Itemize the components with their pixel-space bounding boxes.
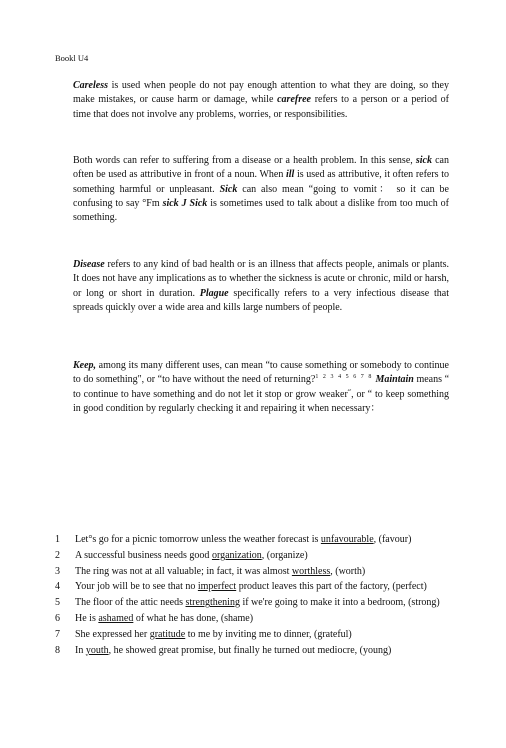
term-ill: ill bbox=[285, 169, 295, 181]
answer-word: unfavourable bbox=[320, 534, 374, 545]
term-careless: Careless bbox=[73, 80, 108, 91]
list-item: 6 He is ashamed of what he has done, (shame) bbox=[55, 612, 254, 624]
term-sick-3: sick J Sick bbox=[162, 197, 208, 209]
term-keep: Keep, bbox=[73, 360, 97, 371]
list-item: 4 Your job will be to see that no imperfect product leaves this part of the factory, (perfect) bbox=[55, 581, 427, 593]
answer-word: worthless bbox=[291, 565, 331, 577]
term-maintain: Maintain bbox=[375, 374, 414, 386]
exercise-list bbox=[55, 532, 455, 658]
page-header: Bookl U4 bbox=[55, 53, 89, 63]
answer-word: gratitude bbox=[149, 628, 186, 640]
paragraph-careless-carefree: Careless is used when people do not pay enough attention to what they are doing, so they make mistakes, or cause harm or damage, while carefree refers to a person or a period of time that does not involve any problems, worries, or responsibilities. bbox=[73, 80, 449, 120]
list-item: 2 A successful business needs good organization, (organize) bbox=[55, 549, 308, 561]
paragraph-sick-ill: Both words can refer to suffering from a disease or a health problem. In this sense, sick can often be used as attributive in front of a noun. When ill is used as attributive, it often refers to something harmful or unpleasant. Sick can also mean “going to vomit： so it can be confusing to say °Fm sick J Sick is sometimes used to talk about a dislike from too much of something. bbox=[73, 155, 449, 224]
answer-word: imperfect bbox=[197, 581, 237, 593]
list-item: 1 Let°s go for a picnic tomorrow unless the weather forecast is unfavourable, (favour) bbox=[55, 534, 412, 545]
term-plague: Plague bbox=[199, 287, 229, 299]
term-disease: Disease bbox=[73, 259, 105, 270]
answer-word: ashamed bbox=[98, 612, 134, 624]
list-item: 7 She expressed her gratitude to me by inviting me to dinner, (grateful) bbox=[55, 628, 352, 640]
answer-word: youth bbox=[85, 644, 109, 656]
answer-word: organization bbox=[211, 549, 262, 561]
term-sick: sick bbox=[415, 155, 432, 166]
list-item: 5 The floor of the attic needs strengthening if we're going to make it into a bedroom, (strong) bbox=[55, 597, 440, 609]
term-sick-2: Sick bbox=[219, 183, 238, 195]
footnote-numbers: 1 2 3 4 5 6 7 8 bbox=[315, 374, 373, 381]
answer-word: strengthening bbox=[185, 597, 240, 609]
list-item: 3 The ring was not at all valuable; in fact, it was almost worthless, (worth) bbox=[55, 565, 366, 577]
list-item: 8 In youth, he showed great promise, but finally he turned out mediocre, (young) bbox=[55, 644, 392, 656]
paragraph-keep-maintain: Keep, among its many different uses, can mean “to cause something or somebody to continue to do something", or “to have without the need of returning?$^{1 2 3 4 5 6 7 8}$ Maintain means “ to continue to have something and do not let it stop or grow weaker˝, or “ to keep something in good condition by regularly checking it and repairing it when necessary： bbox=[73, 360, 450, 414]
paragraph-disease-plague: Disease refers to any kind of bad health or is an illness that affects people, animals or plants. It does not have any implications as to whether the sickness is acute or chronic, mild or harsh, or long or short in duration. Plague specifically refers to a very infectious disease that spreads quickly over a wide area and kills large numbers of people. bbox=[73, 259, 450, 313]
term-carefree: carefree bbox=[277, 94, 311, 106]
